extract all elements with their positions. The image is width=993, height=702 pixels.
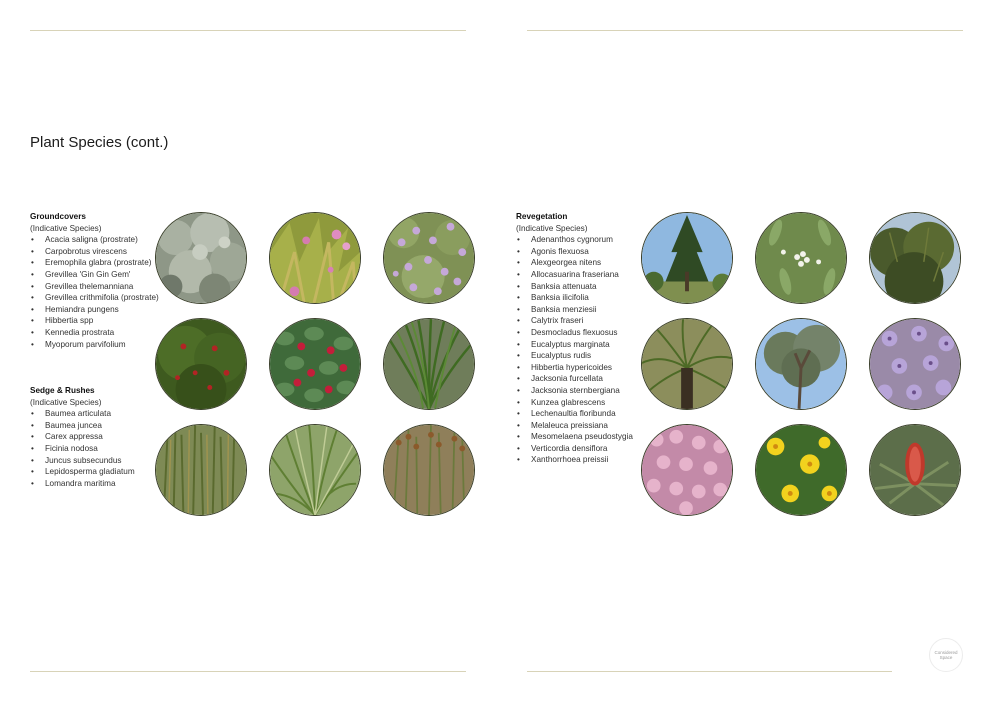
- list-item: • Carpobrotus virescens: [30, 246, 159, 258]
- page-title: Plant Species (cont.): [30, 134, 169, 151]
- list-item: • Myoporum parvifolium: [30, 339, 159, 351]
- banksia-shrub-photo: [869, 212, 961, 304]
- list-item: • Eucalyptus marginata: [516, 339, 633, 351]
- list-item: • Baumea juncea: [30, 420, 135, 432]
- rush-clump-photo: [383, 318, 475, 410]
- list-item: • Kennedia prostrata: [30, 327, 159, 339]
- sedges-subheading: (Indicative Species): [30, 397, 102, 407]
- list-item: • Grevillea 'Gin Gin Gem': [30, 269, 159, 281]
- green-shrub-red-flowers-photo: [155, 318, 247, 410]
- list-item: • Acacia saligna (prostrate): [30, 234, 159, 246]
- groundcovers-subheading: (Indicative Species): [30, 223, 102, 233]
- rush-seedheads-photo: [383, 424, 475, 516]
- list-item: • Hemiandra pungens: [30, 304, 159, 316]
- list-item: • Kunzea glabrescens: [516, 397, 633, 409]
- top-rule-right: [527, 30, 963, 31]
- sedges-list: [30, 408, 135, 489]
- pink-flower-groundcover-photo: [269, 212, 361, 304]
- list-item: • Ficinia nodosa: [30, 443, 135, 455]
- logo-line-1: Considered: [934, 650, 958, 655]
- list-item: • Verticordia densiflora: [516, 443, 633, 455]
- list-item: • Xanthorrhoea preissii: [516, 454, 633, 466]
- list-item: • Carex appressa: [30, 431, 135, 443]
- list-item: • Hibbertia hypericoides: [516, 362, 633, 374]
- list-item: • Melaleuca preissiana: [516, 420, 633, 432]
- top-rule-left: [30, 30, 466, 31]
- red-flower-creeper-photo: [269, 318, 361, 410]
- list-item: • Jacksonia furcellata: [516, 373, 633, 385]
- list-item: • Lechenaultia floribunda: [516, 408, 633, 420]
- sedges-heading: Sedge & Rushes: [30, 386, 95, 395]
- list-item: • Calytrix fraseri: [516, 315, 633, 327]
- eucalyptus-branch-photo: [755, 212, 847, 304]
- logo-line-2: Space: [939, 655, 953, 660]
- grass-tree-photo: [641, 318, 733, 410]
- yellow-hibbertia-photo: [755, 424, 847, 516]
- groundcovers-heading: Groundcovers: [30, 212, 86, 221]
- revegetation-section: [516, 211, 633, 466]
- list-item: • Agonis flexuosa: [516, 246, 633, 258]
- gum-tree-photo: [755, 318, 847, 410]
- bottom-rule-right: [527, 671, 892, 672]
- red-banksia-cone-photo: [869, 424, 961, 516]
- pink-verticordia-photo: [641, 424, 733, 516]
- list-item: • Banksia menziesii: [516, 304, 633, 316]
- purple-flower-photo: [869, 318, 961, 410]
- list-item: • Adenanthos cygnorum: [516, 234, 633, 246]
- company-logo: [929, 638, 963, 672]
- grass-tussock-photo: [269, 424, 361, 516]
- list-item: • Eremophila glabra (prostrate): [30, 257, 159, 269]
- list-item: • Eucalyptus rudis: [516, 350, 633, 362]
- list-item: • Baumea articulata: [30, 408, 135, 420]
- list-item: • Alexgeorgea nitens: [516, 257, 633, 269]
- sedges-section: [30, 385, 135, 489]
- list-item: • Grevillea thelemanniana: [30, 281, 159, 293]
- sedge-reeds-photo: [155, 424, 247, 516]
- revegetation-list: [516, 234, 633, 466]
- silver-grey-shrub-photo: [155, 212, 247, 304]
- groundcovers-list: [30, 234, 159, 350]
- list-item: • Juncus subsecundus: [30, 455, 135, 467]
- list-item: • Lepidosperma gladiatum: [30, 466, 135, 478]
- groundcovers-section: [30, 211, 159, 350]
- tall-pine-tree-photo: [641, 212, 733, 304]
- list-item: • Grevillea crithmifolia (prostrate): [30, 292, 159, 304]
- list-item: • Jacksonia sternbergiana: [516, 385, 633, 397]
- revegetation-subheading: (Indicative Species): [516, 223, 588, 233]
- list-item: • Mesomelaena pseudostygia: [516, 431, 633, 443]
- list-item: • Hibbertia spp: [30, 315, 159, 327]
- list-item: • Allocasuarina fraseriana: [516, 269, 633, 281]
- list-item: • Lomandra maritima: [30, 478, 135, 490]
- revegetation-heading: Revegetation: [516, 212, 568, 221]
- bottom-rule-left: [30, 671, 466, 672]
- list-item: • Desmocladus flexuosus: [516, 327, 633, 339]
- list-item: • Banksia ilicifolia: [516, 292, 633, 304]
- purple-flower-groundcover-photo: [383, 212, 475, 304]
- list-item: • Banksia attenuata: [516, 281, 633, 293]
